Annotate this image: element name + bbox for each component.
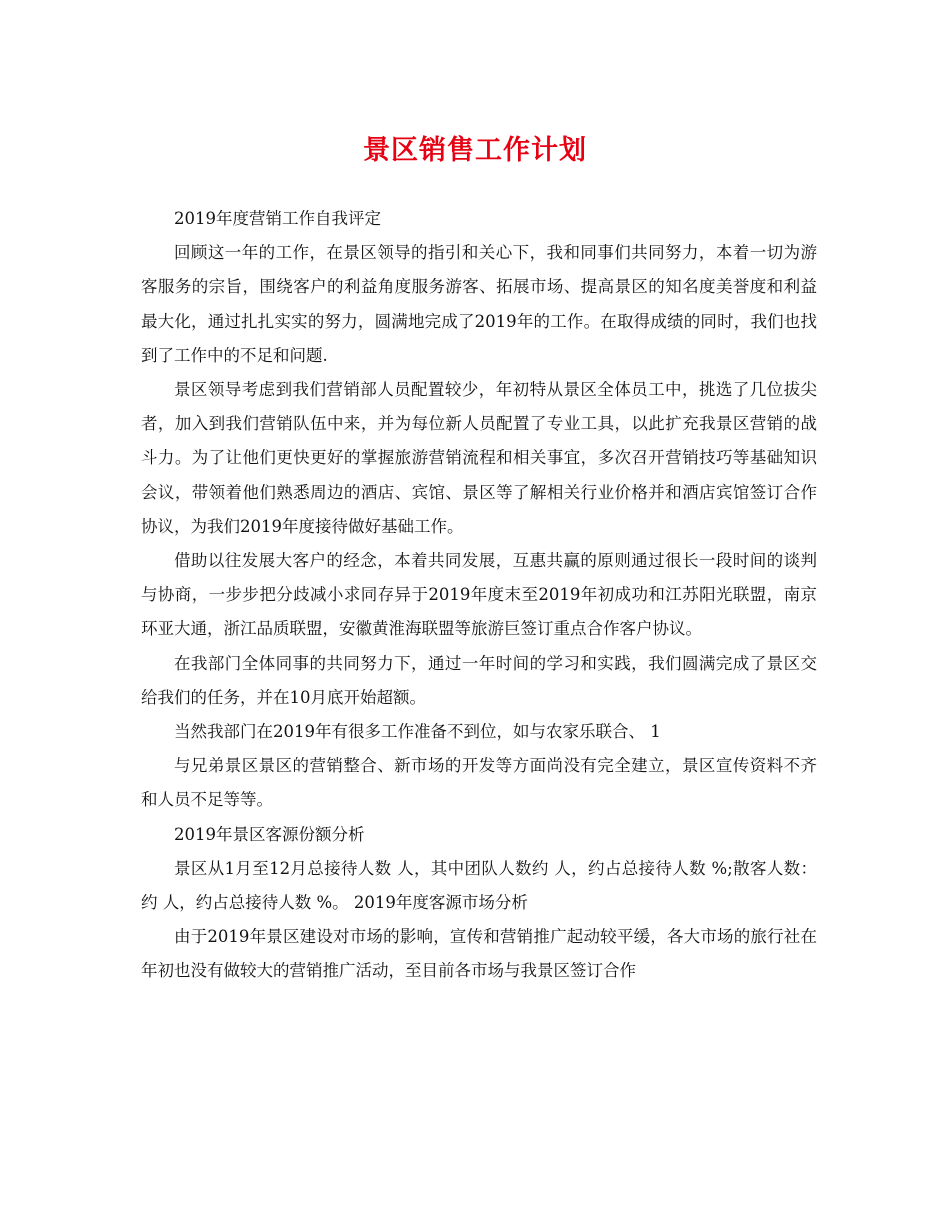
paragraph-staffing: 景区领导考虑到我们营销部人员配置较少，年初特从景区全体员工中，挑选了几位拔尖者，加入到我们营销队伍中来，并为每位新人员配置了专业工具，以此扩充我景区营销的战斗力。为了让他们更快更好的掌握旅游营销流程和相关事宜，多次召开营销技巧等基础知识会议，带领着他们熟悉周边的酒店、宾馆、景区等了解相关行业价格并和酒店宾馆签订合作协议，为我们2019年度接待做好基础工作。: [141, 380, 817, 536]
document-title: 景区销售工作计划: [363, 135, 587, 166]
paragraph-heading-source-share: 2019年景区客源份额分析: [174, 824, 365, 844]
paragraph-heading-2019-self-evaluation: 2019年度营销工作自我评定: [174, 209, 381, 228]
document-body: [141, 202, 817, 989]
paragraph-review: 回顾这一年的工作，在景区领导的指引和关心下，我和同事们共同努力，本着一切为游客服务的宗旨，围绕客户的利益角度服务游客、拓展市场、提高景区的知名度美誉度和利益最大化，通过扎扎实实的努力，圆满地完成了2019年的工作。在取得成绩的同时，我们也找到了工作中的不足和问题.: [141, 243, 817, 365]
paragraph-market-analysis: 由于2019年景区建设对市场的影响，宣传和营销推广起动较平缓，各大市场的旅行社在年初也没有做较大的营销推广活动，至目前各市场与我景区签订合作: [141, 927, 817, 981]
paragraph-shortcomings: 当然我部门在2019年有很多工作准备不到位，如与农家乐联合、 1: [174, 722, 661, 742]
paragraph-shortcomings-continued: 与兄弟景区景区的营销整合、新市场的开发等方面尚没有完全建立，景区宣传资料不齐和人员不足等等。: [141, 756, 817, 810]
paragraph-partnerships: 借助以往发展大客户的经念，本着共同发展，互惠共赢的原则通过很长一段时间的谈判与协商，一步步把分歧减小求同存异于2019年度末至2019年初成功和江苏阳光联盟，南京环亚大通，浙江品质联盟，安徽黄淮海联盟等旅游巨签订重点合作客户协议。: [141, 551, 817, 639]
paragraph-visitor-statistics: 景区从1月至12月总接待人数 人，其中团队人数约 人，约占总接待人数 %;散客人数：约 人，约占总接待人数 %。 2019年度客源市场分析: [141, 858, 817, 913]
paragraph-achievement: 在我部门全体同事的共同努力下，通过一年时间的学习和实践，我们圆满完成了景区交给我们的任务，并在10月底开始超额。: [141, 653, 817, 707]
